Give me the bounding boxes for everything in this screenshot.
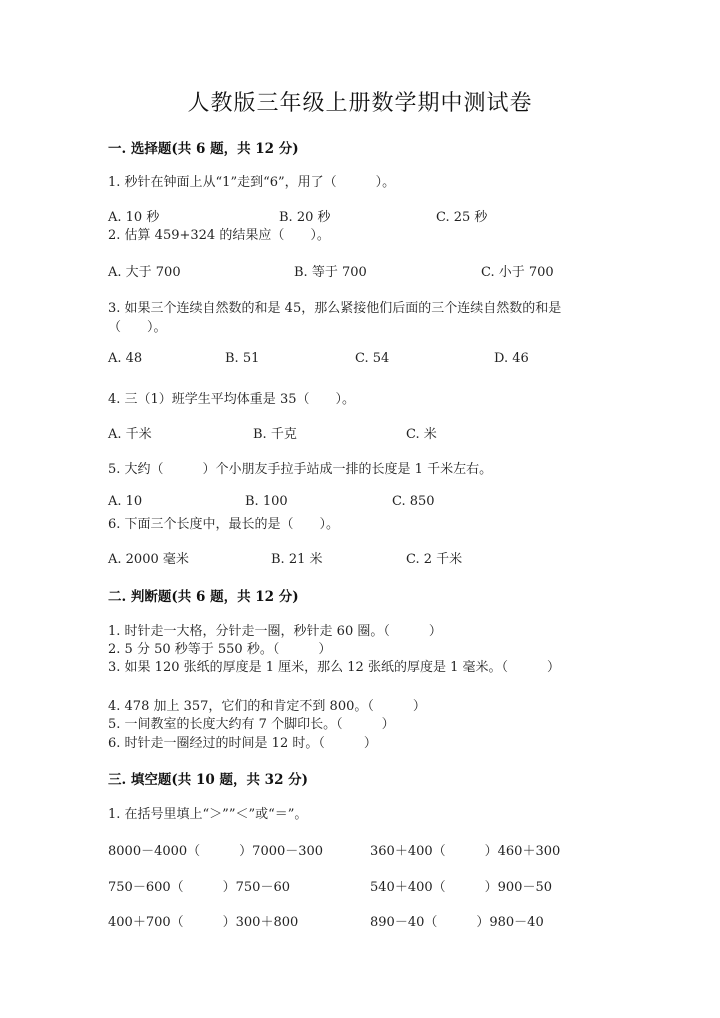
option-b: B. 等于 700 [294, 265, 367, 280]
question-text: 1. 时针走一大格，分针走一圈，秒针走 60 圈。（ ） [108, 624, 442, 639]
question-text: 4. 478 加上 357，它们的和肯定不到 800。（ ） [108, 699, 426, 714]
question-text: 5. 大约（ ）个小朋友手拉手站成一排的长度是 1 千米左右。 [108, 462, 493, 477]
comparison-left: 8000－4000（ ）7000－300 [108, 844, 324, 859]
comparison-left: 400＋700（ ）300＋800 [108, 915, 299, 930]
option-c: C. 2 千米 [406, 552, 463, 567]
option-b: B. 21 米 [271, 552, 323, 567]
option-a: A. 10 秒 [108, 210, 160, 225]
comparison-left: 750－600（ ）750－60 [108, 880, 290, 895]
option-a: A. 48 [108, 351, 143, 366]
option-c: C. 850 [392, 494, 435, 509]
comparison-right: 890－40（ ）980－40 [370, 915, 544, 930]
option-b: B. 千克 [253, 427, 297, 442]
option-a: A. 10 [108, 494, 143, 509]
question-text: 5. 一间教室的长度大约有 7 个脚印长。（ ） [108, 717, 395, 732]
option-c: C. 25 秒 [436, 210, 488, 225]
option-b: B. 51 [225, 351, 260, 366]
option-c: C. 54 [355, 351, 390, 366]
option-b: B. 20 秒 [279, 210, 331, 225]
section-heading-fill: 三. 填空题(共 10 题，共 32 分) [108, 772, 309, 788]
question-text: 1. 在括号里填上“＞””＜”或“＝”。 [108, 807, 308, 822]
option-a: A. 大于 700 [108, 265, 181, 280]
question-text: 4. 三（1）班学生平均体重是 35（ ）。 [108, 392, 355, 407]
question-text: 3. 如果三个连续自然数的和是 45，那么紧接他们后面的三个连续自然数的和是 [108, 301, 562, 316]
section-heading-choice: 一. 选择题(共 6 题，共 12 分) [108, 141, 299, 157]
question-text: 2. 5 分 50 秒等于 550 秒。（ ） [108, 642, 332, 657]
page-title: 人教版三年级上册数学期中测试卷 [187, 91, 533, 116]
question-text: 6. 时针走一圈经过的时间是 12 时。（ ） [108, 736, 377, 751]
question-text: 6. 下面三个长度中，最长的是（ ）。 [108, 517, 340, 532]
section-heading-judgment: 二. 判断题(共 6 题，共 12 分) [108, 589, 299, 605]
option-c: C. 小于 700 [481, 265, 554, 280]
question-text-continued: （ ）。 [108, 320, 167, 335]
comparison-right: 360＋400（ ）460＋300 [370, 844, 561, 859]
question-text: 3. 如果 120 张纸的厚度是 1 厘米，那么 12 张纸的厚度是 1 毫米。（ ） [108, 660, 560, 675]
option-c: C. 米 [406, 427, 437, 442]
option-a: A. 2000 毫米 [108, 552, 189, 567]
comparison-right: 540＋400（ ）900－50 [370, 880, 552, 895]
option-a: A. 千米 [108, 427, 152, 442]
question-text: 2. 估算 459+324 的结果应（ ）。 [108, 228, 330, 243]
option-d: D. 46 [494, 351, 529, 366]
question-text: 1. 秒针在钟面上从“1”走到“6”，用了（ ）。 [108, 175, 396, 190]
option-b: B. 100 [245, 494, 288, 509]
